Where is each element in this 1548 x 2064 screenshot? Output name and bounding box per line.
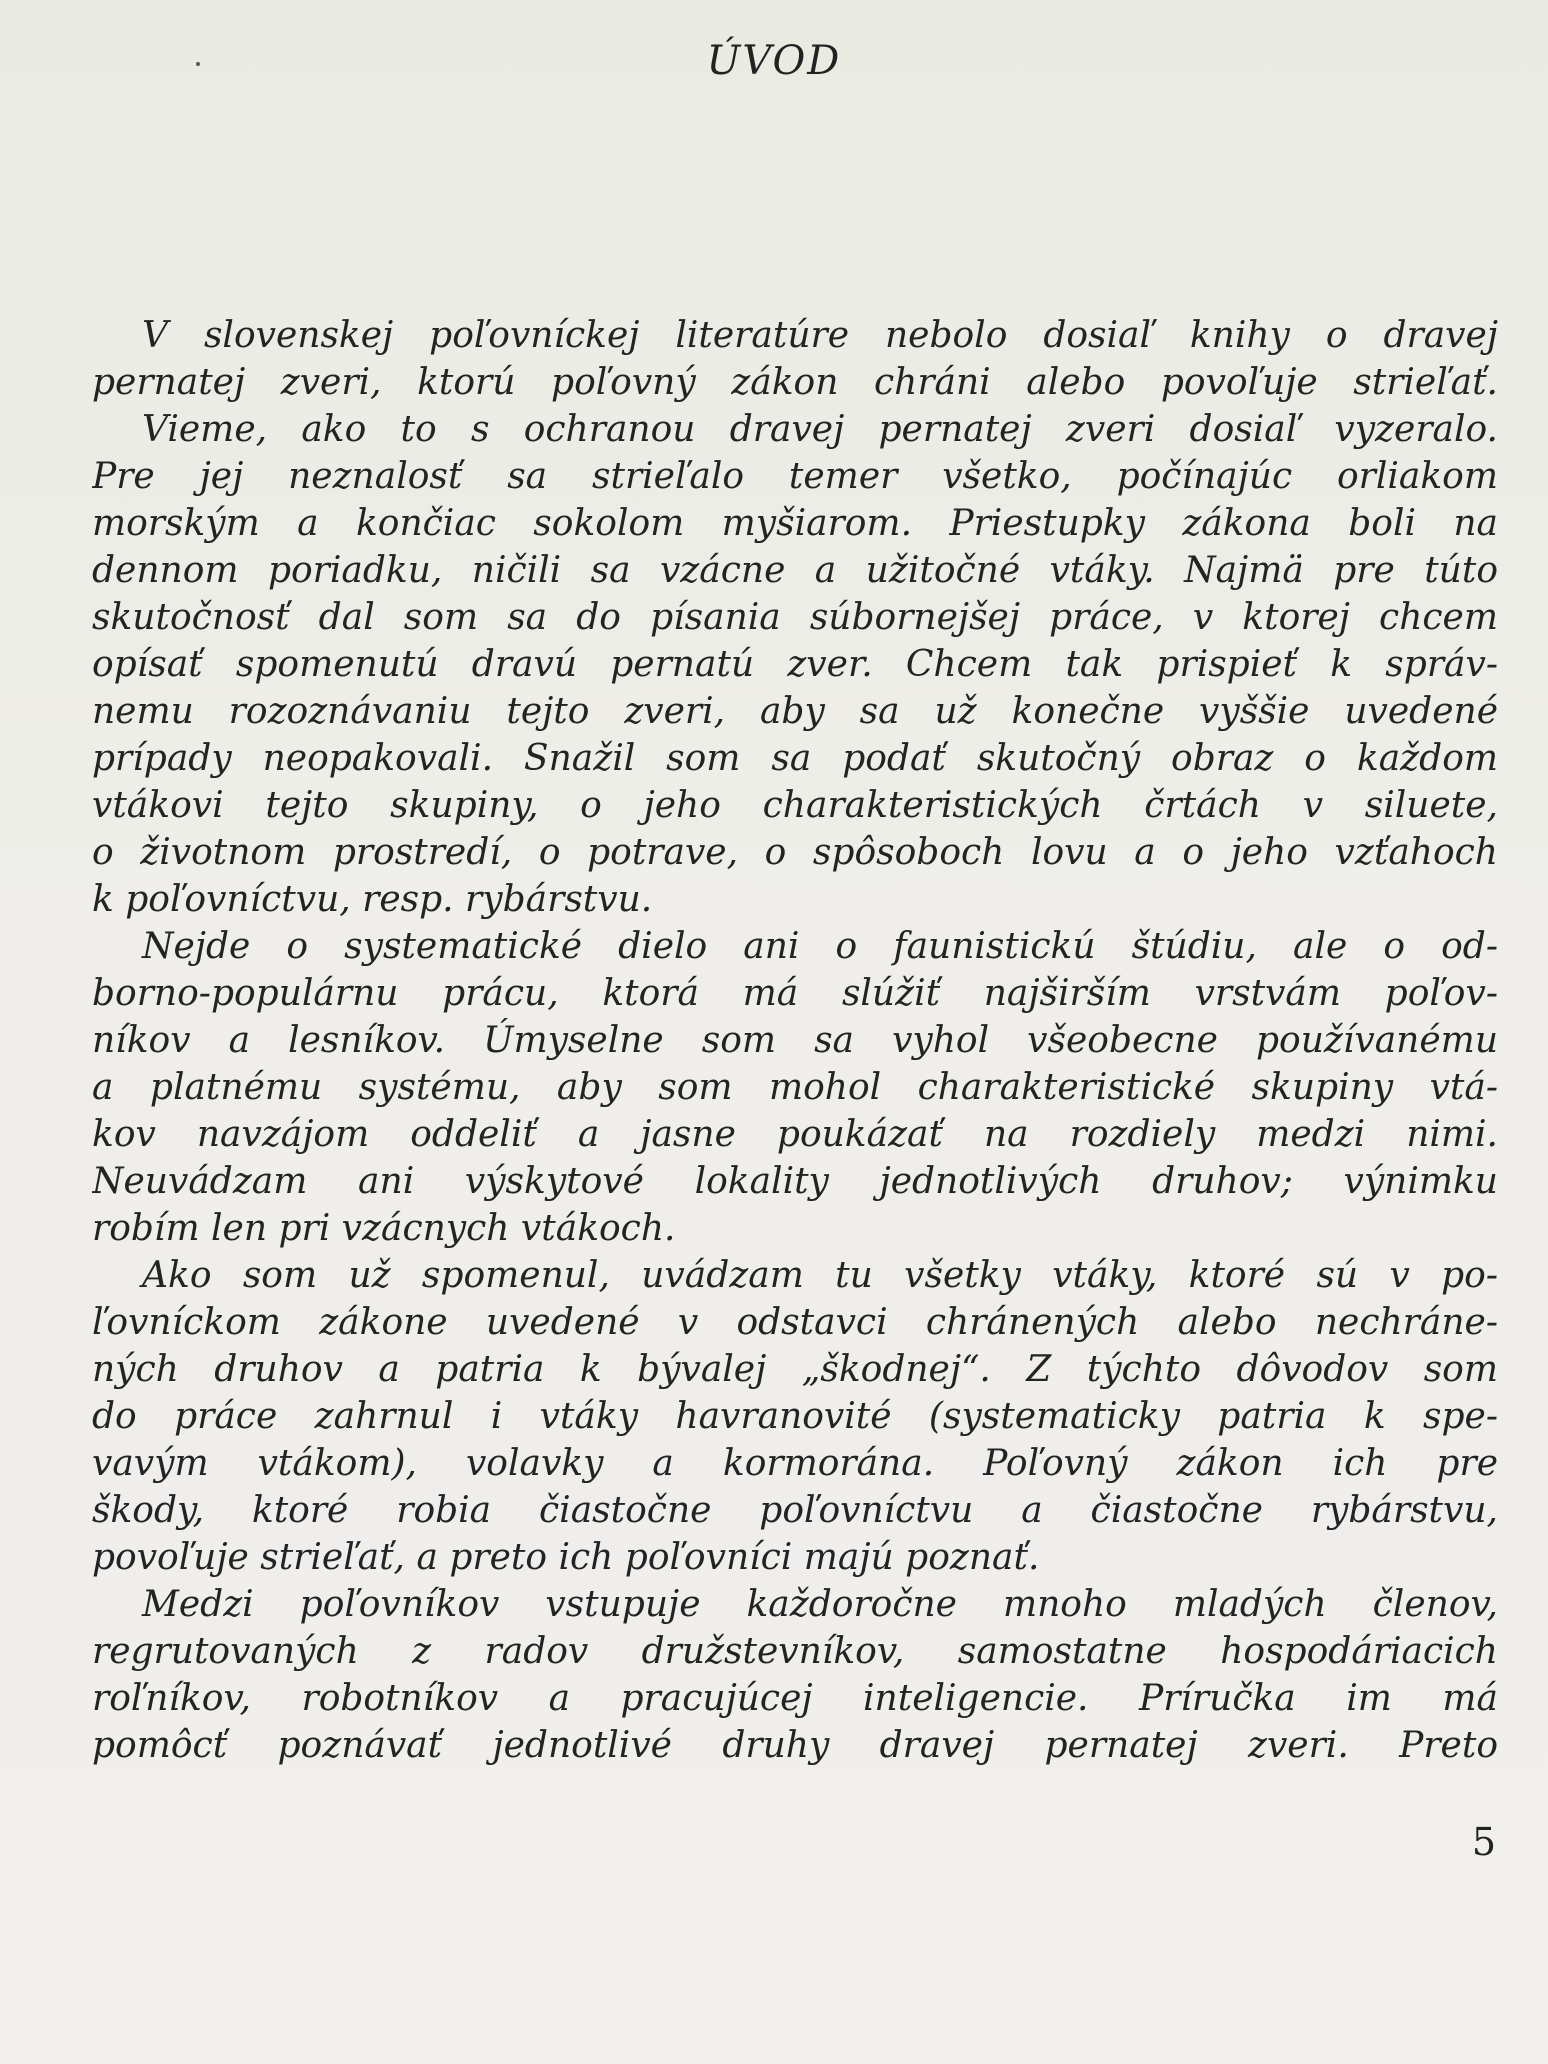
body-text: [92, 312, 1498, 1769]
text-line: Medzi poľovníkov vstupuje každoročne mnoho mladých členov,: [142, 1584, 1498, 1625]
chapter-heading: ÚVOD: [706, 38, 842, 84]
text-line: nemu rozoznávaniu tejto zveri, aby sa už konečne vyššie uvedené: [92, 691, 1498, 732]
text-line: škody, ktoré robia čiastočne poľovníctvu a čiastočne rybárstvu,: [92, 1490, 1498, 1531]
text-line: V slovenskej poľovníckej literatúre nebolo dosiaľ knihy o dravej: [142, 315, 1498, 356]
text-line: pernatej zveri, ktorú poľovný zákon chráni alebo povoľuje strieľať.: [92, 362, 1498, 403]
text-line: níkov a lesníkov. Úmyselne som sa vyhol všeobecne používanému: [92, 1020, 1498, 1061]
text-line: skutočnosť dal som sa do písania súbornejšej práce, v ktorej chcem: [92, 597, 1498, 638]
text-line: prípady neopakovali. Snažil som sa podať skutočný obraz o každom: [92, 738, 1498, 779]
text-line: pomôcť poznávať jednotlivé druhy dravej pernatej zveri. Preto: [92, 1725, 1498, 1766]
text-line: k poľovníctvu, resp. rybárstvu.: [92, 879, 653, 920]
text-line: povoľuje strieľať, a preto ich poľovníci majú poznať.: [92, 1537, 1040, 1578]
text-line: kov navzájom oddeliť a jasne poukázať na rozdiely medzi nimi.: [92, 1114, 1498, 1155]
page-number: 5: [1471, 1820, 1496, 1864]
text-line: roľníkov, robotníkov a pracujúcej inteligencie. Príručka im má: [92, 1678, 1498, 1719]
text-line: borno-populárnu prácu, ktorá má slúžiť najširším vrstvám poľov-: [92, 973, 1498, 1014]
text-line: a platnému systému, aby som mohol charakteristické skupiny vtá-: [92, 1067, 1498, 1108]
text-line: do práce zahrnul i vtáky havranovité (systematicky patria k spe-: [92, 1396, 1498, 1437]
text-line: robím len pri vzácnych vtákoch.: [92, 1208, 676, 1249]
text-line: opísať spomenutú dravú pernatú zver. Chcem tak prispieť k správ-: [92, 644, 1498, 685]
text-line: Vieme, ako to s ochranou dravej pernatej zveri dosiaľ vyzeralo.: [142, 409, 1498, 450]
text-line: morským a končiac sokolom myšiarom. Priestupky zákona boli na: [92, 503, 1498, 544]
text-line: regrutovaných z radov družstevníkov, samostatne hospodáriacich: [92, 1631, 1498, 1672]
text-line: Neuvádzam ani výskytové lokality jednotlivých druhov; výnimku: [92, 1161, 1498, 1202]
text-line: Pre jej neznalosť sa strieľalo temer všetko, počínajúc orliakom: [92, 456, 1498, 497]
text-line: vavým vtákom), volavky a kormorána. Poľovný zákon ich pre: [92, 1443, 1498, 1484]
text-line: Ako som už spomenul, uvádzam tu všetky vtáky, ktoré sú v po-: [142, 1255, 1498, 1296]
text-line: vtákovi tejto skupiny, o jeho charakteristických črtách v siluete,: [92, 785, 1498, 826]
text-line: ľovníckom zákone uvedené v odstavci chránených alebo nechráne-: [92, 1302, 1498, 1343]
text-line: Nejde o systematické dielo ani o faunistickú štúdiu, ale o od-: [142, 926, 1498, 967]
text-line: ných druhov a patria k bývalej „škodnej“. Z týchto dôvodov som: [92, 1349, 1498, 1390]
text-line: o životnom prostredí, o potrave, o spôsoboch lovu a o jeho vzťahoch: [92, 832, 1498, 873]
text-line: dennom poriadku, ničili sa vzácne a užitočné vtáky. Najmä pre túto: [92, 550, 1498, 591]
